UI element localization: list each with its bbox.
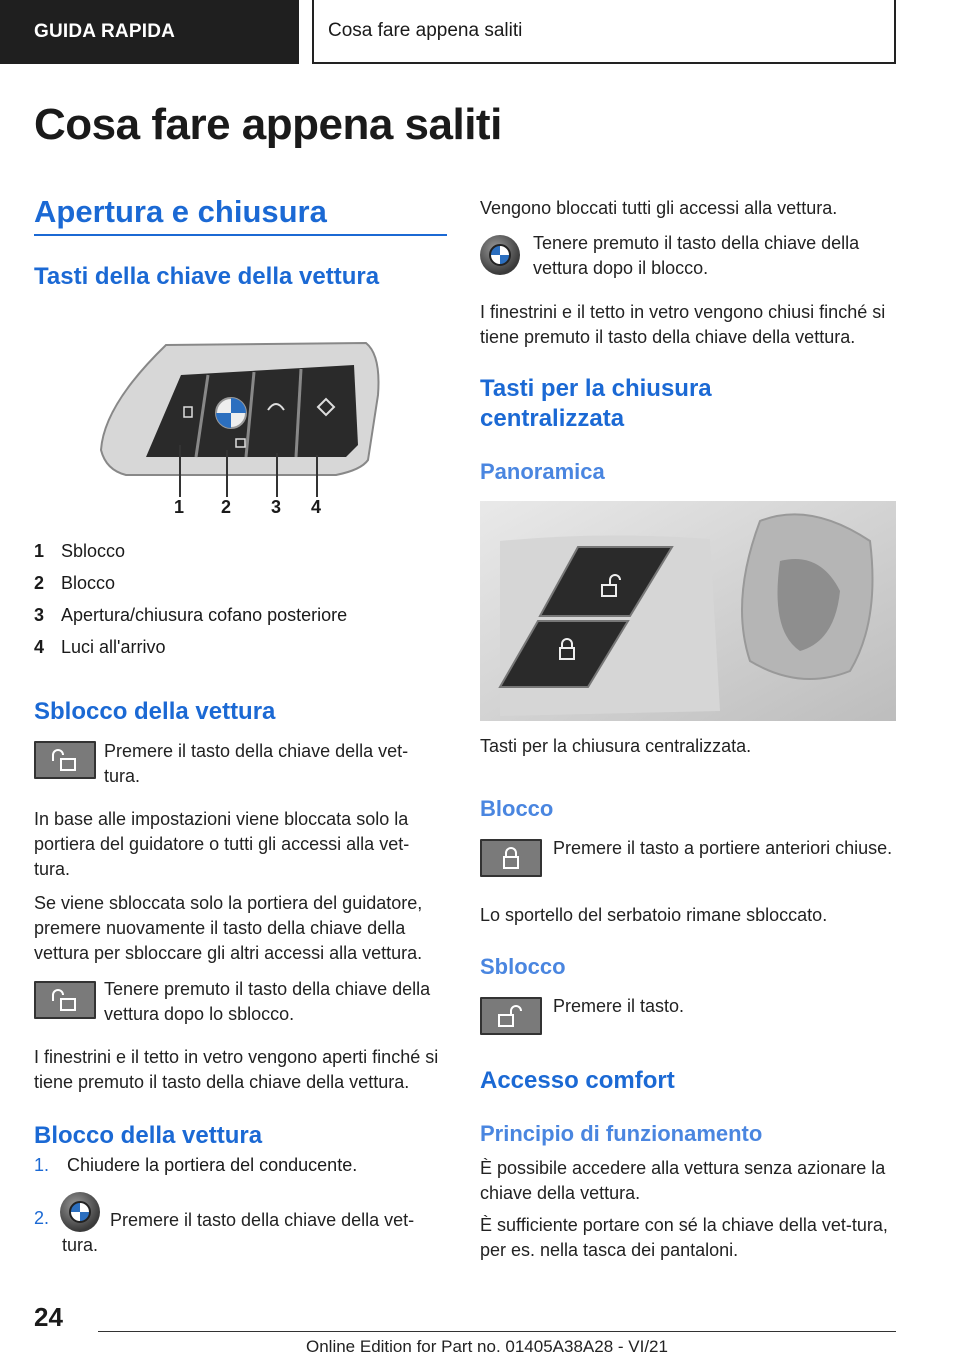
block-title: Blocco: [480, 796, 554, 821]
block-text-2: Lo sportello del serbatoio rimane sbloccato.: [480, 905, 828, 925]
legend-num: 4: [34, 637, 45, 657]
section-rule: [34, 234, 447, 236]
header-chapter-label: Cosa fare appena saliti: [328, 20, 523, 41]
principle-text-1: È possibile accedere alla vettura senza azionare la chiave della vettura.: [480, 1158, 886, 1203]
page-title: Cosa fare appena saliti: [34, 100, 502, 149]
right-text-2: Tenere premuto il tasto della chiave della vettura dopo il blocco.: [533, 233, 860, 278]
unlock-text-4: Tenere premuto il tasto della chiave della vettura dopo lo sblocco.: [104, 979, 431, 1024]
key-callout-2: 2: [221, 497, 232, 517]
step-number: 2.: [34, 1208, 50, 1228]
lock-title: Blocco della vettura: [34, 1122, 263, 1149]
header-section-label: GUIDA RAPIDA: [34, 21, 176, 42]
legend-num: 1: [34, 541, 45, 561]
legend-label: Blocco: [61, 573, 116, 593]
right-text-3: I finestrini e il tetto in vetro vengono chiusi finché si tiene premuto il tasto della chiave della vettura.: [480, 302, 886, 347]
unblock-text: Premere il tasto.: [553, 996, 685, 1016]
legend-item: [34, 605, 347, 637]
principle-title: Principio di funzionamento: [480, 1121, 763, 1146]
legend-label: Apertura/chiusura cofano posteriore: [61, 605, 348, 625]
header-chapter-box: [312, 0, 896, 64]
legend-num: 2: [34, 573, 45, 593]
legend-item: [34, 573, 347, 605]
unlock-door-button-icon: [480, 997, 542, 1035]
key-callout-4: 4: [311, 497, 322, 517]
unlock-title: Sblocco della vettura: [34, 698, 276, 725]
unlock-text-3: Se viene sbloccata solo la portiera del guidatore, premere nuovamente il tasto della chiave della vettura per sbloccare gli altri accessi alla vettura.: [34, 893, 423, 963]
right-text-1: Vengono bloccati tutti gli accessi alla vettura.: [480, 198, 838, 218]
section-title-apertura: Apertura e chiusura: [34, 194, 327, 229]
door-buttons-illustration: [480, 501, 896, 721]
step-text: Chiudere la portiera del conducente.: [67, 1155, 358, 1175]
unlock-text-1: Premere il tasto della chiave della vet-tura.: [104, 741, 409, 786]
lock-step-1: [34, 1155, 357, 1176]
unlock-button-icon: [34, 741, 96, 779]
bmw-key-icon: [480, 235, 520, 275]
page-number: 24: [34, 1302, 63, 1332]
legend-num: 3: [34, 605, 45, 625]
door-buttons-caption: Tasti per la chiusura centralizzata.: [480, 736, 752, 756]
legend-item: [34, 637, 347, 669]
central-lock-title: Tasti per la chiusura centralizzata: [480, 375, 712, 432]
footer-rule: [98, 1331, 896, 1332]
overview-title: Panoramica: [480, 459, 605, 484]
legend-label: Luci all'arrivo: [61, 637, 166, 657]
block-text-1: Premere il tasto a portiere anteriori chiuse.: [553, 838, 893, 858]
key-callout-3: 3: [271, 497, 282, 517]
key-callout-1: 1: [174, 497, 185, 517]
legend-label: Sblocco: [61, 541, 126, 561]
keys-title: Tasti della chiave della vettura: [34, 263, 380, 290]
unlock-text-5: I finestrini e il tetto in vetro vengono aperti finché si tiene premuto il tasto della chiave della vettura.: [34, 1047, 439, 1092]
comfort-title: Accesso comfort: [480, 1067, 675, 1094]
legend-item: [34, 541, 347, 573]
header-section-tab: [0, 0, 299, 64]
lock-step-2-text: Premere il tasto della chiave della vet-tura.: [62, 1210, 415, 1255]
unlock-text-2: In base alle impostazioni viene bloccata solo la portiera del guidatore o tutti gli accessi alla vet-tura.: [34, 809, 410, 879]
key-legend: [34, 541, 347, 669]
step-number: 1.: [34, 1155, 50, 1175]
unblock-title: Sblocco: [480, 954, 566, 979]
principle-text-2: È sufficiente portare con sé la chiave della vet-tura, per es. nella tasca dei pantaloni.: [480, 1215, 888, 1260]
key-fob-illustration: [96, 335, 386, 520]
lock-step-2: [34, 1208, 62, 1229]
lock-button-icon: [480, 839, 542, 877]
footer-edition: Online Edition for Part no. 01405A38A28 - VI/21: [306, 1337, 668, 1356]
unlock-hold-button-icon: [34, 981, 96, 1019]
